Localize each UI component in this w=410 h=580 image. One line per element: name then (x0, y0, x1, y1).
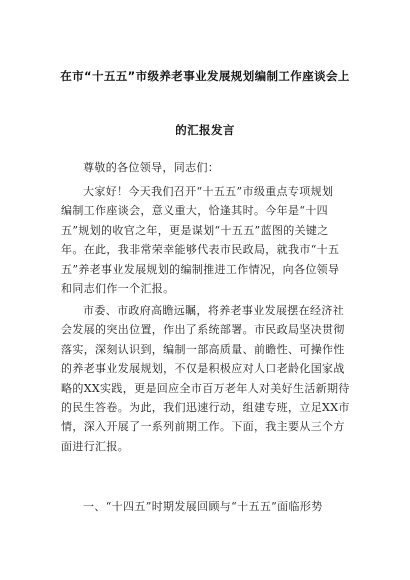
paragraph-line: 会发展的突出位置，作出了系统部署。市民政局坚决贯彻 (61, 323, 345, 337)
paragraph-line: 落实，深刻认识到，编制一部高质量、前瞻性、可操作性 (61, 342, 345, 356)
paragraph-line: 的养老事业发展规划，不仅是积极应对人口老龄化国家战 (61, 362, 345, 376)
paragraph-line: 和同志们作一个汇报。 (61, 281, 175, 295)
document-title-line-2: 的汇报发言 (175, 123, 235, 137)
paragraph-line: 的民生答卷。为此，我们迅速行动，组建专班，立足XX市 (61, 400, 350, 414)
section-heading (61, 497, 351, 516)
salutation (61, 158, 351, 177)
paragraph-line: 略的XX实践，更是回应全市百万老年人对美好生活新期待 (61, 381, 350, 395)
section-heading-text: 一、“十四五”时期发展回顾与“十五五”面临形势 (83, 500, 323, 513)
salutation-text: 尊敬的各位领导，同志们： (83, 161, 220, 174)
paragraph-line: 年。在此，我非常荣幸能够代表市民政局，就我市“十五 (61, 243, 340, 257)
document-title-line-1: 在市“十五五”市级养老事业发展规划编制工作座谈会上 (60, 69, 350, 83)
paragraph-line: 市委、市政府高瞻远瞩，将养老事业发展摆在经济社 (83, 304, 345, 317)
paragraph-line: 大家好！今天我们召开“十五五”市级重点专项规划 (83, 185, 334, 198)
paragraph-line: 编制工作座谈会，意义重大，恰逢其时。今年是“十四 (61, 204, 329, 218)
paragraph-line: 情，深入开展了一系列前期工作。下面，我主要从三个方 (61, 420, 345, 434)
paragraph-line: 五”规划的收官之年，更是谋划“十五五”蓝图的关键之 (61, 223, 329, 237)
paragraph-line: 五”养老事业发展规划的编制推进工作情况，向各位领导 (61, 262, 340, 276)
paragraph-opening (61, 182, 351, 298)
paragraph-background (61, 301, 351, 456)
paragraph-line: 面进行汇报。 (61, 439, 130, 453)
